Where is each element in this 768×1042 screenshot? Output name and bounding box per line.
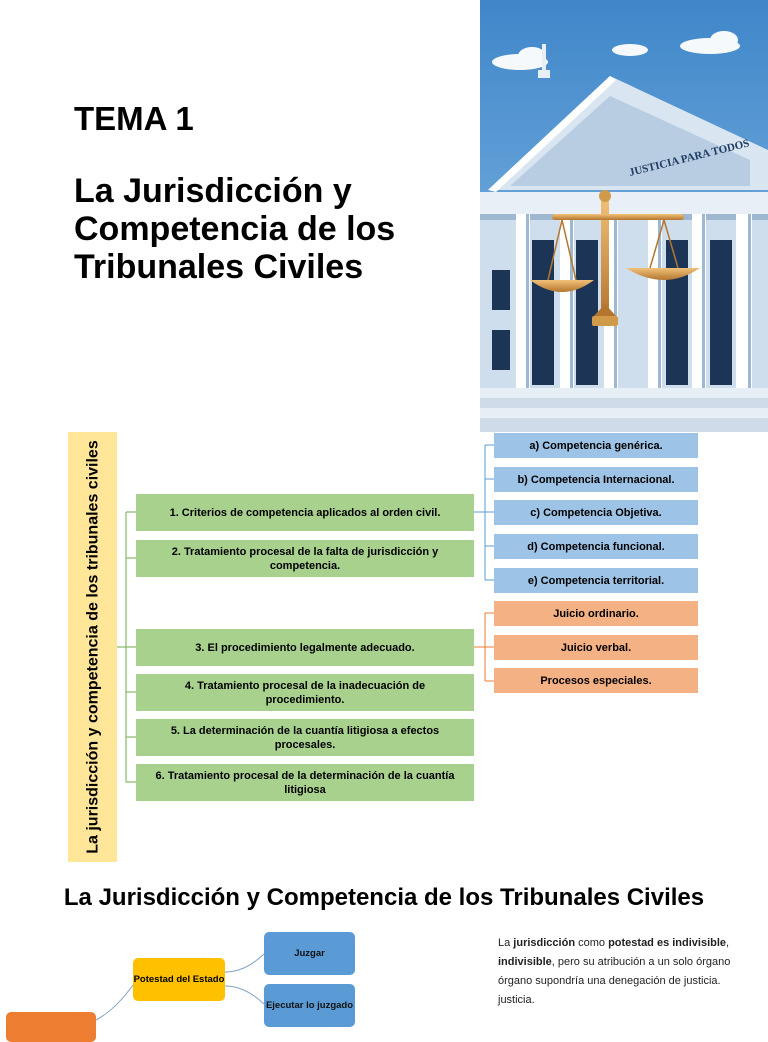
slide-title: La Jurisdicción y Competencia de los Tribunales Civiles <box>74 172 396 286</box>
jurisdiccion-paragraph: La jurisdicción como potestad es indivisible, indivisible, pero su atribución a un solo órgano órgano supondría una denegación de justicia. justicia. <box>498 937 731 1006</box>
topic-node-4: 4. Tratamiento procesal de la inadecuación de procedimiento. <box>136 674 474 711</box>
topic-node-6: 6. Tratamiento procesal de la determinación de la cuantía litigiosa <box>136 764 474 801</box>
procedimiento-node-verbal: Juicio verbal. <box>494 635 698 660</box>
topic-node-3: 3. El procedimiento legalmente adecuado. <box>136 629 474 666</box>
potestad-node: Potestad del Estado <box>133 958 225 1001</box>
pediment-text: JUSTICIA PARA TODOS <box>627 137 751 179</box>
competencia-node-b: b) Competencia Internacional. <box>494 467 698 492</box>
competencia-node-e: e) Competencia territorial. <box>494 568 698 593</box>
juzgar-node: Juzgar <box>264 932 355 975</box>
competencia-node-d: d) Competencia funcional. <box>494 534 698 559</box>
diagram-node-orange <box>6 1012 96 1042</box>
ejecutar-node: Ejecutar lo juzgado <box>264 984 355 1027</box>
topic-node-5: 5. La determinación de la cuantía litigiosa a efectos procesales. <box>136 719 474 756</box>
competencia-node-c: c) Competencia Objetiva. <box>494 500 698 525</box>
section-title: La Jurisdicción y Competencia de los Tribunales Civiles <box>63 884 705 911</box>
competencia-node-a: a) Competencia genérica. <box>494 433 698 458</box>
mindmap-root-label: La jurisdicción y competencia de los tribunales civiles <box>84 440 101 854</box>
topic-node-1: 1. Criterios de competencia aplicados al orden civil. <box>136 494 474 531</box>
slide-number-title: TEMA 1 <box>74 100 194 137</box>
procedimiento-node-especiales: Procesos especiales. <box>494 668 698 693</box>
topic-node-2: 2. Tratamiento procesal de la falta de jurisdicción y competencia. <box>136 540 474 577</box>
procedimiento-node-ordinario: Juicio ordinario. <box>494 601 698 626</box>
